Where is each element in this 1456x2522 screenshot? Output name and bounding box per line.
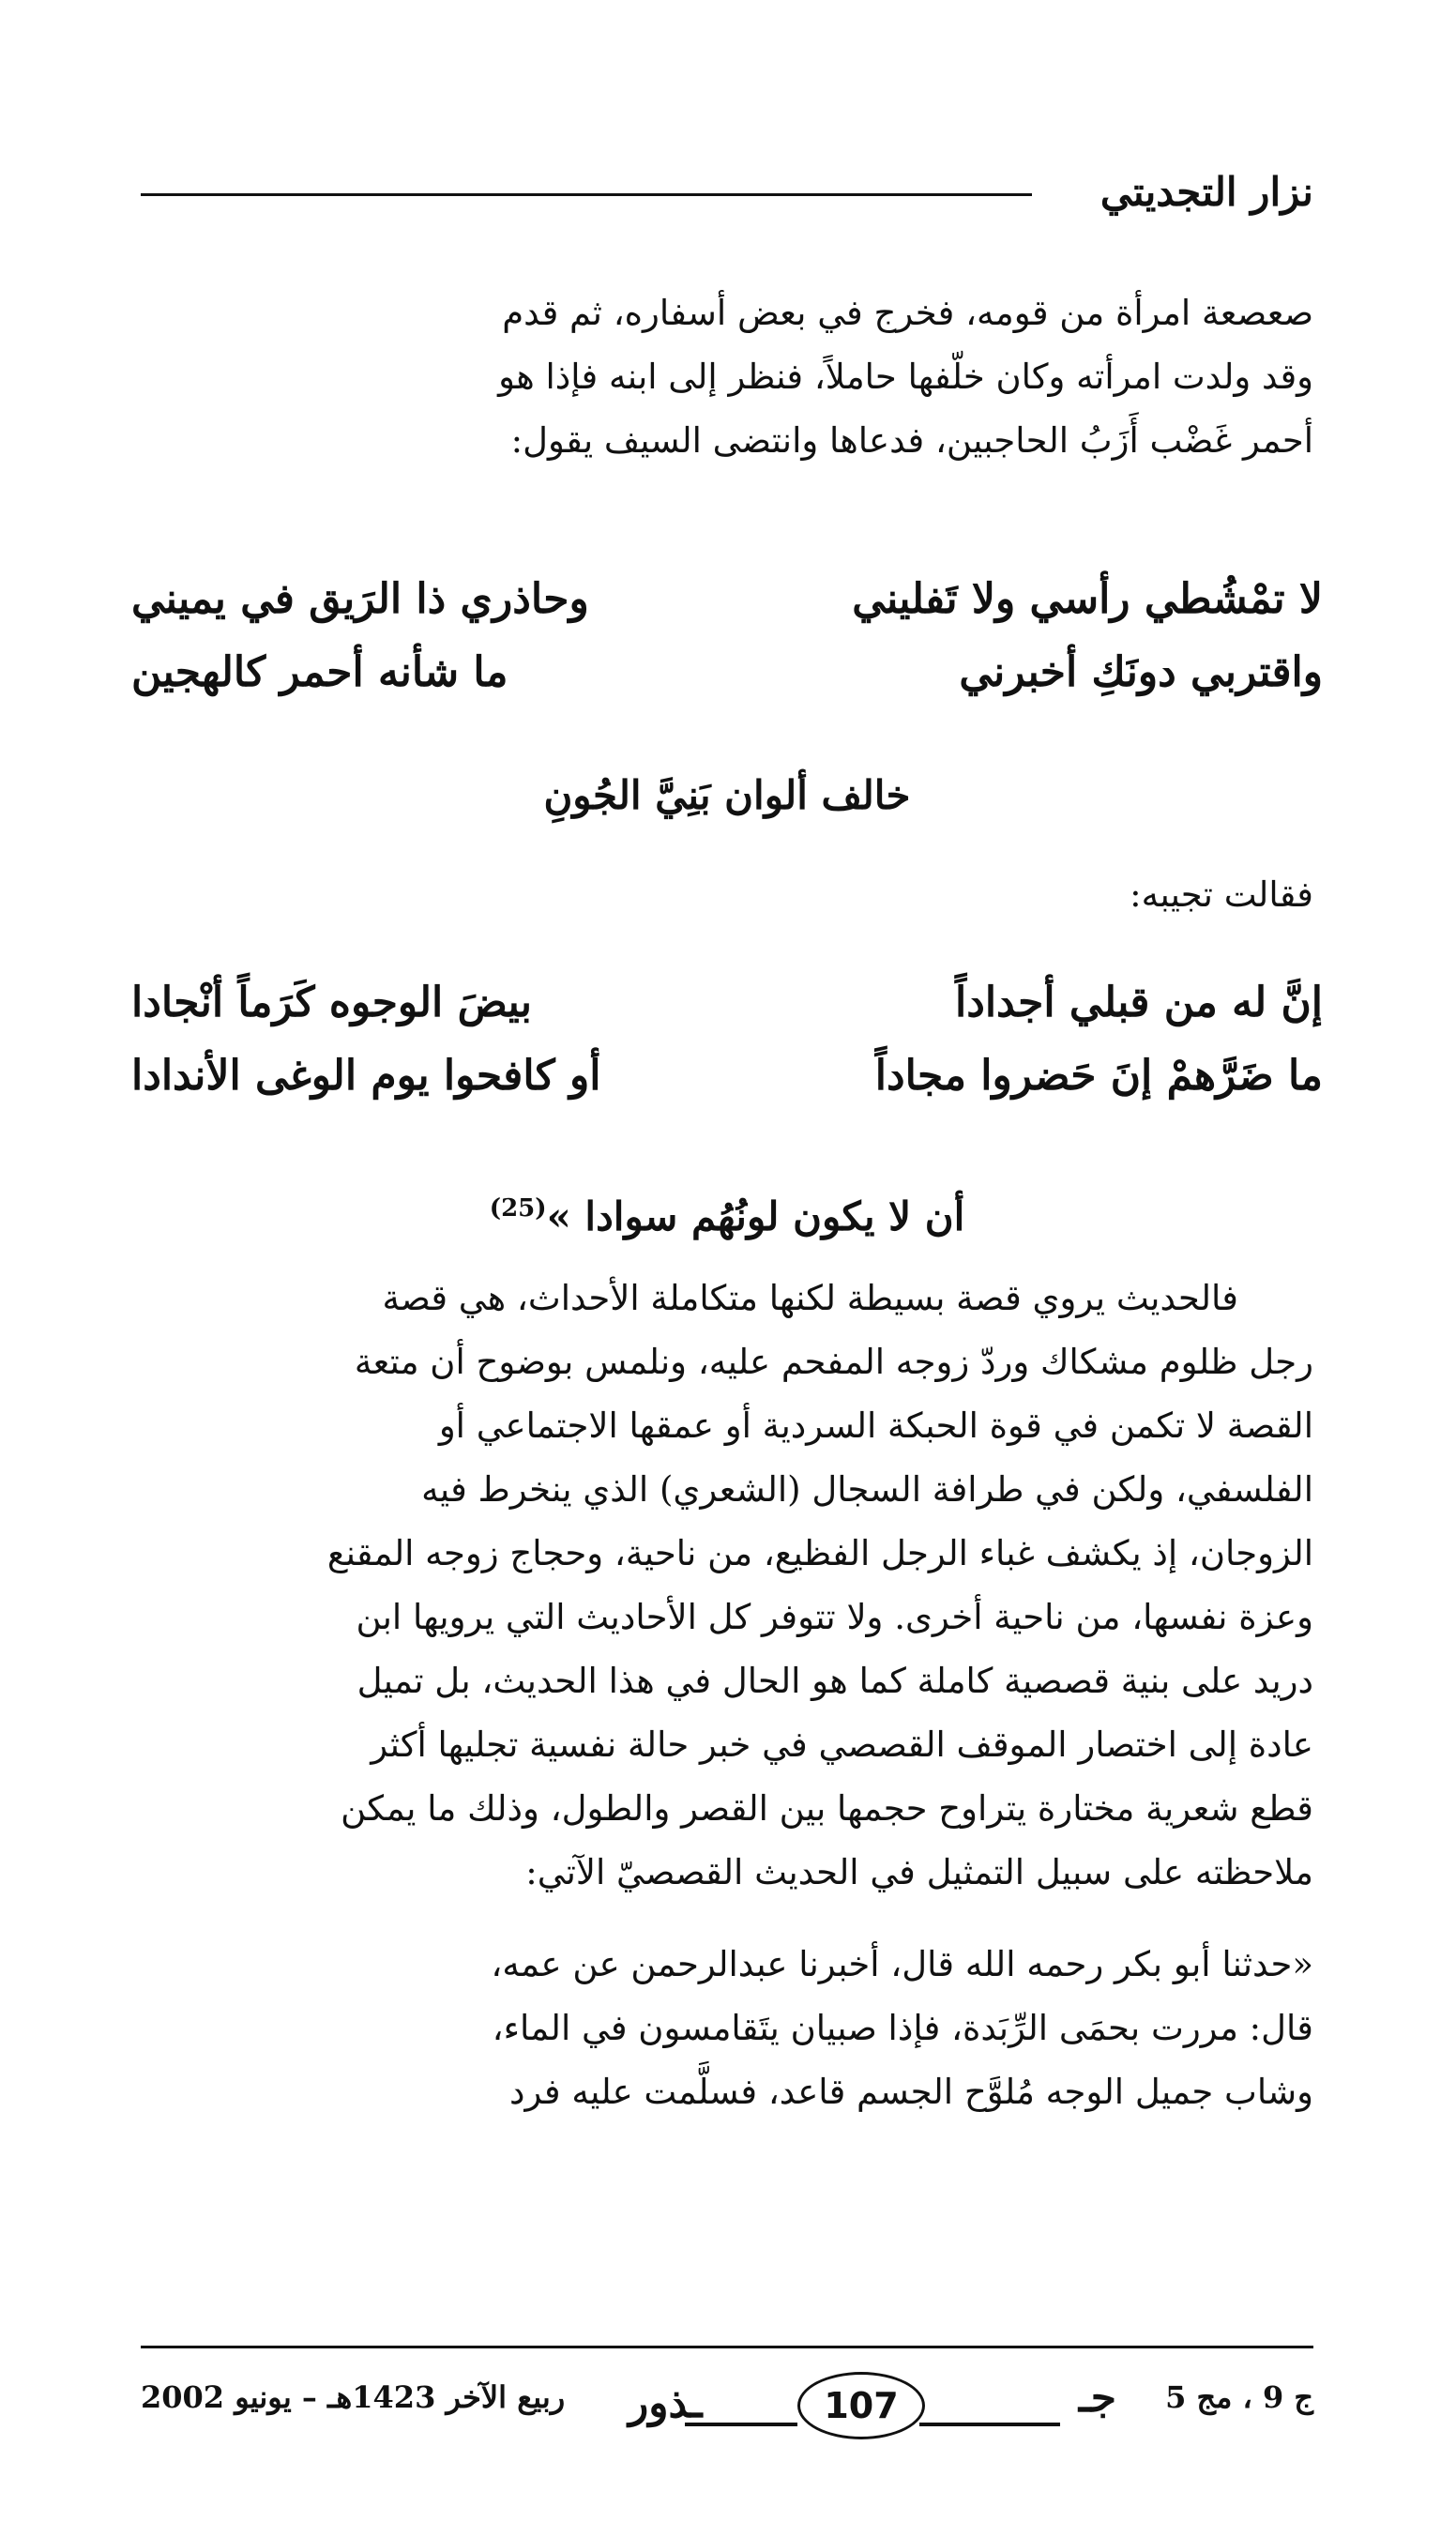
text-line: فالحديث يروي قصة بسيطة لكنها متكاملة الأحداث، هي قصة: [382, 1278, 1238, 1318]
text-line: رجل ظلوم مشكاك وردّ زوجه المفحم عليه، ونلمس بوضوح أن متعة: [354, 1342, 1313, 1382]
footer-rule: [141, 2346, 1313, 2348]
text-line: القصة لا تكمن في قوة الحبكة السردية أو عمقها الاجتماعي أو: [438, 1405, 1313, 1446]
verse-hemistich-right: واقتربي دونَكِ أخبرني: [959, 648, 1323, 696]
text-line: عادة إلى اختصار الموقف القصصي في خبر حالة نفسية تجليها أكثر: [371, 1724, 1313, 1765]
text-line: الفلسفي، ولكن في طرافة السجال (الشعري) الذي ينخرط فيه: [421, 1469, 1313, 1510]
verse-tail-1: خالف ألوان بَنِيَّ الجُونِ: [543, 772, 911, 818]
verse-block-1: [131, 563, 1323, 709]
journal-name-start: جـ: [1078, 2374, 1116, 2422]
issue-number: ج 9 ، مج 5: [1165, 2379, 1313, 2415]
page-number: 107: [797, 2372, 925, 2439]
author-name: نزار التجديتي: [1100, 169, 1313, 215]
journal-rule: [919, 2423, 1060, 2426]
verse-hemistich-right: ما ضَرَّهمْ إنَ حَضروا مجاداً: [874, 1052, 1323, 1100]
footnote-marker: (25): [489, 1194, 547, 1223]
page-footer: [141, 2357, 1313, 2451]
text-line: الزوجان، إذ يكشف غباء الرجل الفظيع، من ناحية، وحجاج زوجه المقنع: [326, 1533, 1313, 1573]
verse-row: [131, 1040, 1323, 1113]
text-line: دريد على بنية قصصية كاملة كما هو الحال في هذا الحديث، بل تميل: [356, 1661, 1313, 1701]
verse-tail-2: [141, 1171, 1313, 1254]
running-header: [141, 160, 1313, 225]
verse-hemistich-left: أو كافحوا يوم الوغى الأندادا: [131, 1052, 601, 1100]
journal-name-end: ـذور: [629, 2379, 703, 2427]
text-line: وعزة نفسها، من ناحية أخرى. ولا تتوفر كل الأحاديث التي يرويها ابن: [356, 1597, 1313, 1637]
text-line: صعصعة امرأة من قومه، فخرج في بعض أسفاره، ثم قدم: [502, 293, 1313, 333]
intro-paragraph: [141, 281, 1313, 473]
text-line: «حدثنا أبو بكر رحمه الله قال، أخبرنا عبدالرحمن عن عمه،: [491, 1944, 1313, 1984]
quoted-passage: [141, 1933, 1313, 2124]
verse-hemistich-right: لا تمْشُطي رأسي ولا تَفليني: [852, 575, 1323, 623]
text-line: وقد ولدت امرأته وكان خلّفها حاملاً، فنظر إلى ابنه فإذا هو: [498, 357, 1313, 397]
text-line: فقالت تجيبه:: [1130, 874, 1313, 915]
text-line: قال: مررت بحمَى الرِّبَدة، فإذا صبيان يتَقامسون في الماء،: [492, 2008, 1313, 2048]
reply-intro: [141, 863, 1313, 927]
verse-row: [131, 636, 1323, 709]
verse-row: [131, 966, 1323, 1040]
text-line: أحمر غَضْب أَزَبُ الحاجبين، فدعاها وانتضى السيف يقول:: [510, 420, 1313, 461]
journal-logo: [629, 2364, 1116, 2439]
verse-hemistich-left: وحاذري ذا الرَيق في يميني: [131, 575, 589, 623]
text-line: ملاحظته على سبيل التمثيل في الحديث القصصيّ الآتي:: [525, 1852, 1313, 1892]
body-paragraph: [141, 1267, 1313, 1905]
verse-hemistich-right: إنَّ له من قبلي أجداداً: [955, 979, 1323, 1026]
issue-date: ربيع الآخر 1423هـ – يونيو 2002: [141, 2379, 566, 2415]
verse-block-2: [131, 966, 1323, 1113]
verse-hemistich-left: ما شأنه أحمر كالهجين: [131, 648, 508, 696]
text-line: وشاب جميل الوجه مُلوَّح الجسم قاعد، فسلَّمت عليه فرد: [509, 2072, 1313, 2112]
text-line: قطع شعرية مختارة يتراوح حجمها بين القصر والطول، وذلك ما يمكن: [341, 1788, 1313, 1829]
verse-tail-text: أن لا يكون لونُهُم سوادا »: [546, 1193, 965, 1239]
verse-hemistich-left: بيضَ الوجوه كَرَماً أنْجادا: [131, 979, 533, 1026]
header-rule: [141, 193, 1032, 196]
verse-row: [131, 563, 1323, 636]
